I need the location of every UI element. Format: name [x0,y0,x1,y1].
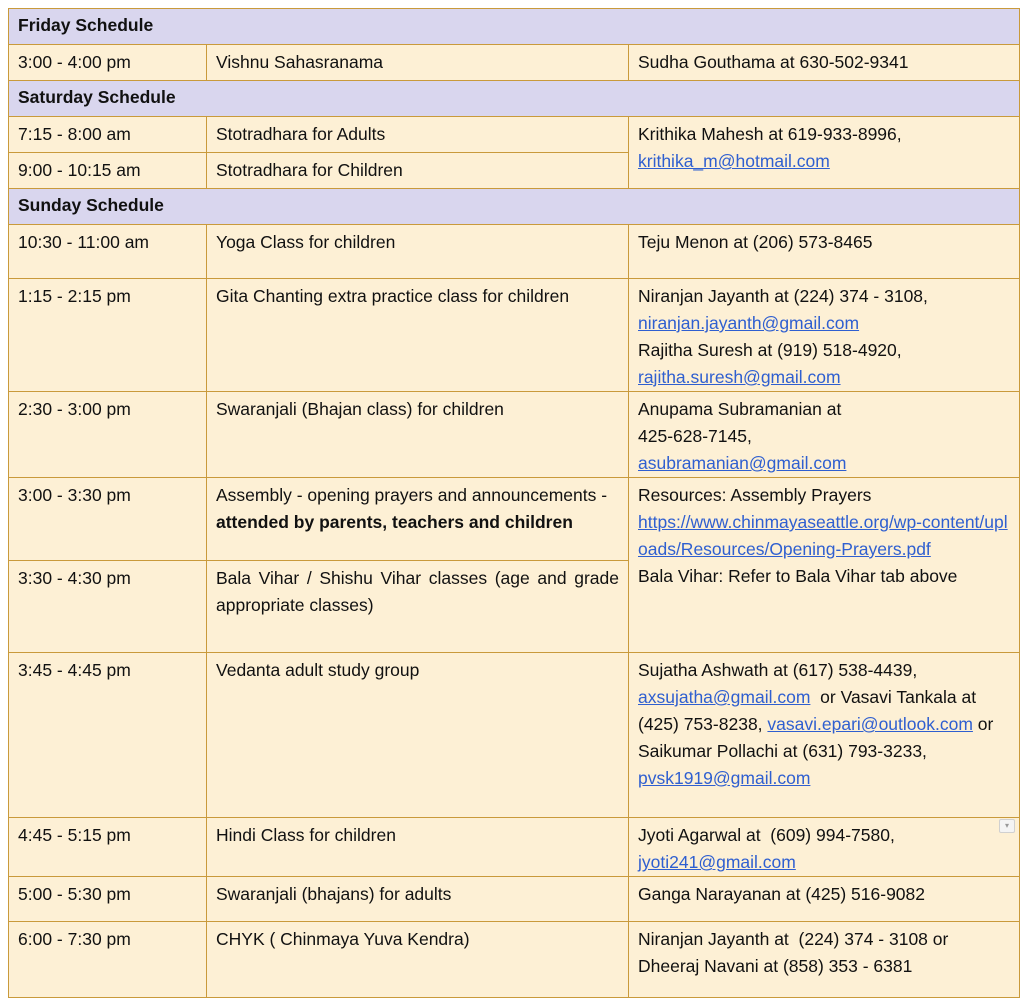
activity-cell: Bala Vihar / Shishu Vihar classes (age and grade appropriate classes) [207,561,629,653]
dropdown-arrow-icon[interactable]: ▾ [999,819,1015,833]
contact-cell: Ganga Narayanan at (425) 516-9082 [629,877,1020,922]
contact-text: Rajitha Suresh at (919) 518-4920, [638,340,902,360]
activity-cell [207,478,629,561]
email-link[interactable]: vasavi.epari@outlook.com [767,714,973,734]
sunday-header-row [9,189,1020,225]
contact-text: Niranjan Jayanth at (224) 374 - 3108, [638,286,928,306]
time-cell: 5:00 - 5:30 pm [9,877,207,922]
activity-cell: Stotradhara for Children [207,153,629,189]
time-cell: 9:00 - 10:15 am [9,153,207,189]
contact-cell [629,279,1020,392]
contact-cell [629,922,1020,998]
time-cell: 7:15 - 8:00 am [9,117,207,153]
contact-text: Anupama Subramanian at [638,399,842,419]
table-row [9,392,1020,478]
email-link[interactable]: niranjan.jayanth@gmail.com [638,313,860,333]
table-row [9,922,1020,998]
contact-text: Sujatha Ashwath at (617) 538-4439, [638,660,918,680]
table-row [9,877,1020,922]
contact-cell [629,818,1020,877]
contact-text: Niranjan Jayanth at (224) 374 - 3108 or [638,929,949,949]
activity-cell: Stotradhara for Adults [207,117,629,153]
time-cell: 3:45 - 4:45 pm [9,653,207,818]
time-cell: 6:00 - 7:30 pm [9,922,207,998]
activity-cell: Yoga Class for children [207,225,629,279]
activity-cell: Vedanta adult study group [207,653,629,818]
table-row [9,653,1020,818]
time-cell: 3:00 - 3:30 pm [9,478,207,561]
contact-text: 425-628-7145, [638,426,752,446]
contact-cell: Sudha Gouthama at 630-502-9341 [629,45,1020,81]
time-cell: 1:15 - 2:15 pm [9,279,207,392]
activity-cell: Swaranjali (bhajans) for adults [207,877,629,922]
sunday-schedule-title: Sunday Schedule [9,189,1020,225]
email-link[interactable]: krithika_m@hotmail.com [638,151,830,171]
email-link[interactable]: rajitha.suresh@gmail.com [638,367,841,387]
table-row [9,818,1020,877]
email-link[interactable]: pvsk1919@gmail.com [638,768,811,788]
table-row [9,117,1020,153]
resources-note: Bala Vihar: Refer to Bala Vihar tab above [638,566,958,586]
saturday-schedule-title: Saturday Schedule [9,81,1020,117]
contact-cell [629,653,1020,818]
activity-cell: CHYK ( Chinmaya Yuva Kendra) [207,922,629,998]
email-link[interactable]: asubramanian@gmail.com [638,453,847,473]
activity-bold-text: attended by parents, teachers and children [216,512,573,532]
activity-cell: Swaranjali (Bhajan class) for children [207,392,629,478]
contact-text: or Saikumar Pollachi at (631) 793-3233, [638,714,999,761]
friday-schedule-title: Friday Schedule [9,9,1020,45]
email-link[interactable]: axsujatha@gmail.com [638,687,811,707]
friday-header-row [9,9,1020,45]
table-row [9,225,1020,279]
contact-cell: Teju Menon at (206) 573-8465 [629,225,1020,279]
activity-cell: Hindi Class for children [207,818,629,877]
activity-cell: Vishnu Sahasranama [207,45,629,81]
contact-text: Krithika Mahesh at 619-933-8996, [638,124,902,144]
activity-cell: Gita Chanting extra practice class for children [207,279,629,392]
time-cell: 4:45 - 5:15 pm [9,818,207,877]
contact-text: Jyoti Agarwal at (609) 994-7580, [638,825,895,845]
contact-cell [629,117,1020,189]
time-cell: 2:30 - 3:00 pm [9,392,207,478]
time-cell: 3:30 - 4:30 pm [9,561,207,653]
contact-text: or Vasavi Tankala at (425) 753-8238, [638,687,981,734]
activity-text: Assembly - opening prayers and announcements - [216,485,608,505]
table-row [9,45,1020,81]
resources-label: Resources: Assembly Prayers [638,485,872,505]
time-cell: 10:30 - 11:00 am [9,225,207,279]
email-link[interactable]: jyoti241@gmail.com [638,852,796,872]
table-row [9,478,1020,561]
time-cell: 3:00 - 4:00 pm [9,45,207,81]
contact-cell [629,392,1020,478]
schedule-table [8,8,1020,998]
saturday-header-row [9,81,1020,117]
resources-link[interactable]: https://www.chinmayaseattle.org/wp-content/uploads/Resources/Opening-Prayers.pdf [638,512,1008,559]
contact-cell [629,478,1020,653]
table-row [9,279,1020,392]
contact-text: Dheeraj Navani at (858) 353 - 6381 [638,956,913,976]
